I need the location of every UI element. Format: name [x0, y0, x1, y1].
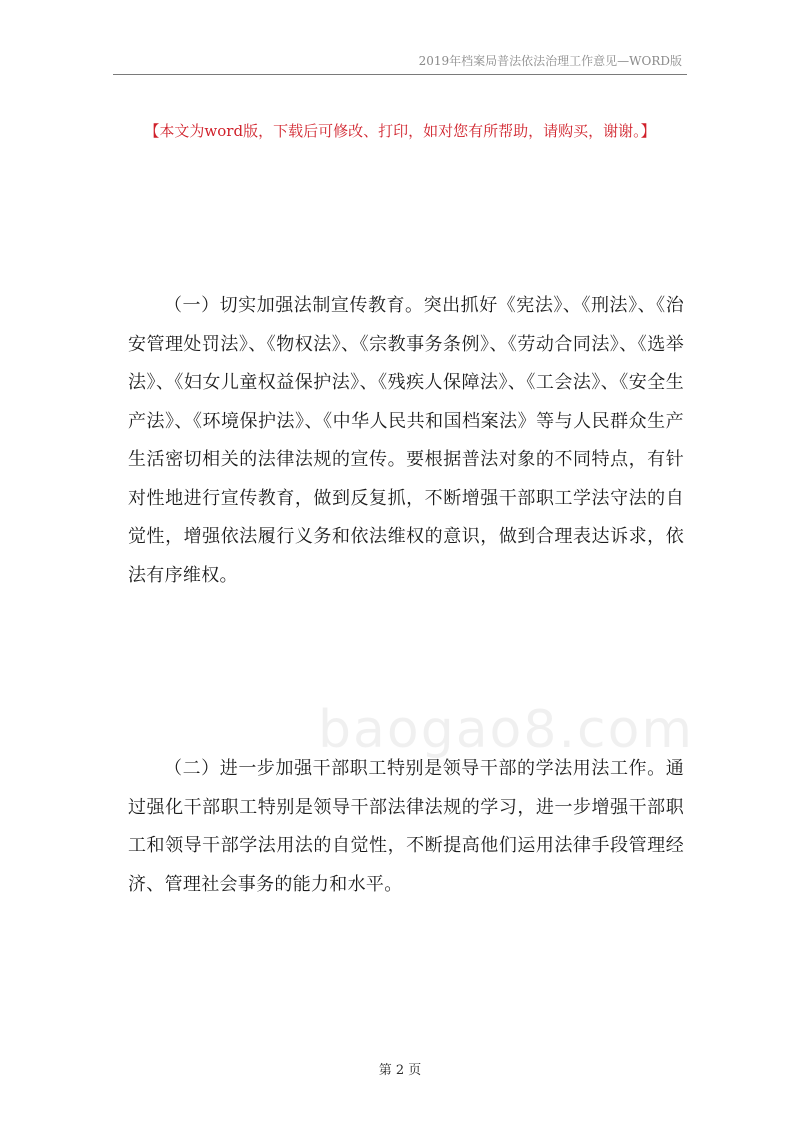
purchase-notice: 【本文为word版，下载后可修改、打印，如对您有所帮助，请购买，谢谢。】	[144, 122, 656, 140]
running-header-title: 2019年档案局普法依法治理工作意见—WORD版	[418, 54, 682, 68]
body-paragraph-2: （二）进一步加强干部职工特别是领导干部的学法用法工作。通过强化干部职工特别是领导干部法律法规的学习，进一步增强干部职工和领导干部学法用法的自觉性，不断提高他们运用法律手段管理经济、管理社会事务的能力和水平。	[128, 758, 684, 895]
watermark: baogao8.com	[318, 700, 695, 760]
page-number: 第 2 页	[378, 1063, 422, 1078]
header-divider	[113, 74, 687, 75]
body-paragraph-1: （一）切实加强法制宣传教育。突出抓好《宪法》、《刑法》、《治安管理处罚法》、《物权法》、《宗教事务条例》、《劳动合同法》、《选举法》、《妇女儿童权益保护法》、《残疾人保障法》、《工会法》、《安全生产法》、《环境保护法》、《中华人民共和国档案法》等与人民群众生产生活密切相关的法律法规的宣传。要根据普法对象的不同特点，有针对性地进行宣传教育，做到反复抓，不断增强干部职工学法守法的自觉性，增强依法履行义务和依法维权的意识，做到合理表达诉求，依法有序维权。	[128, 295, 684, 586]
